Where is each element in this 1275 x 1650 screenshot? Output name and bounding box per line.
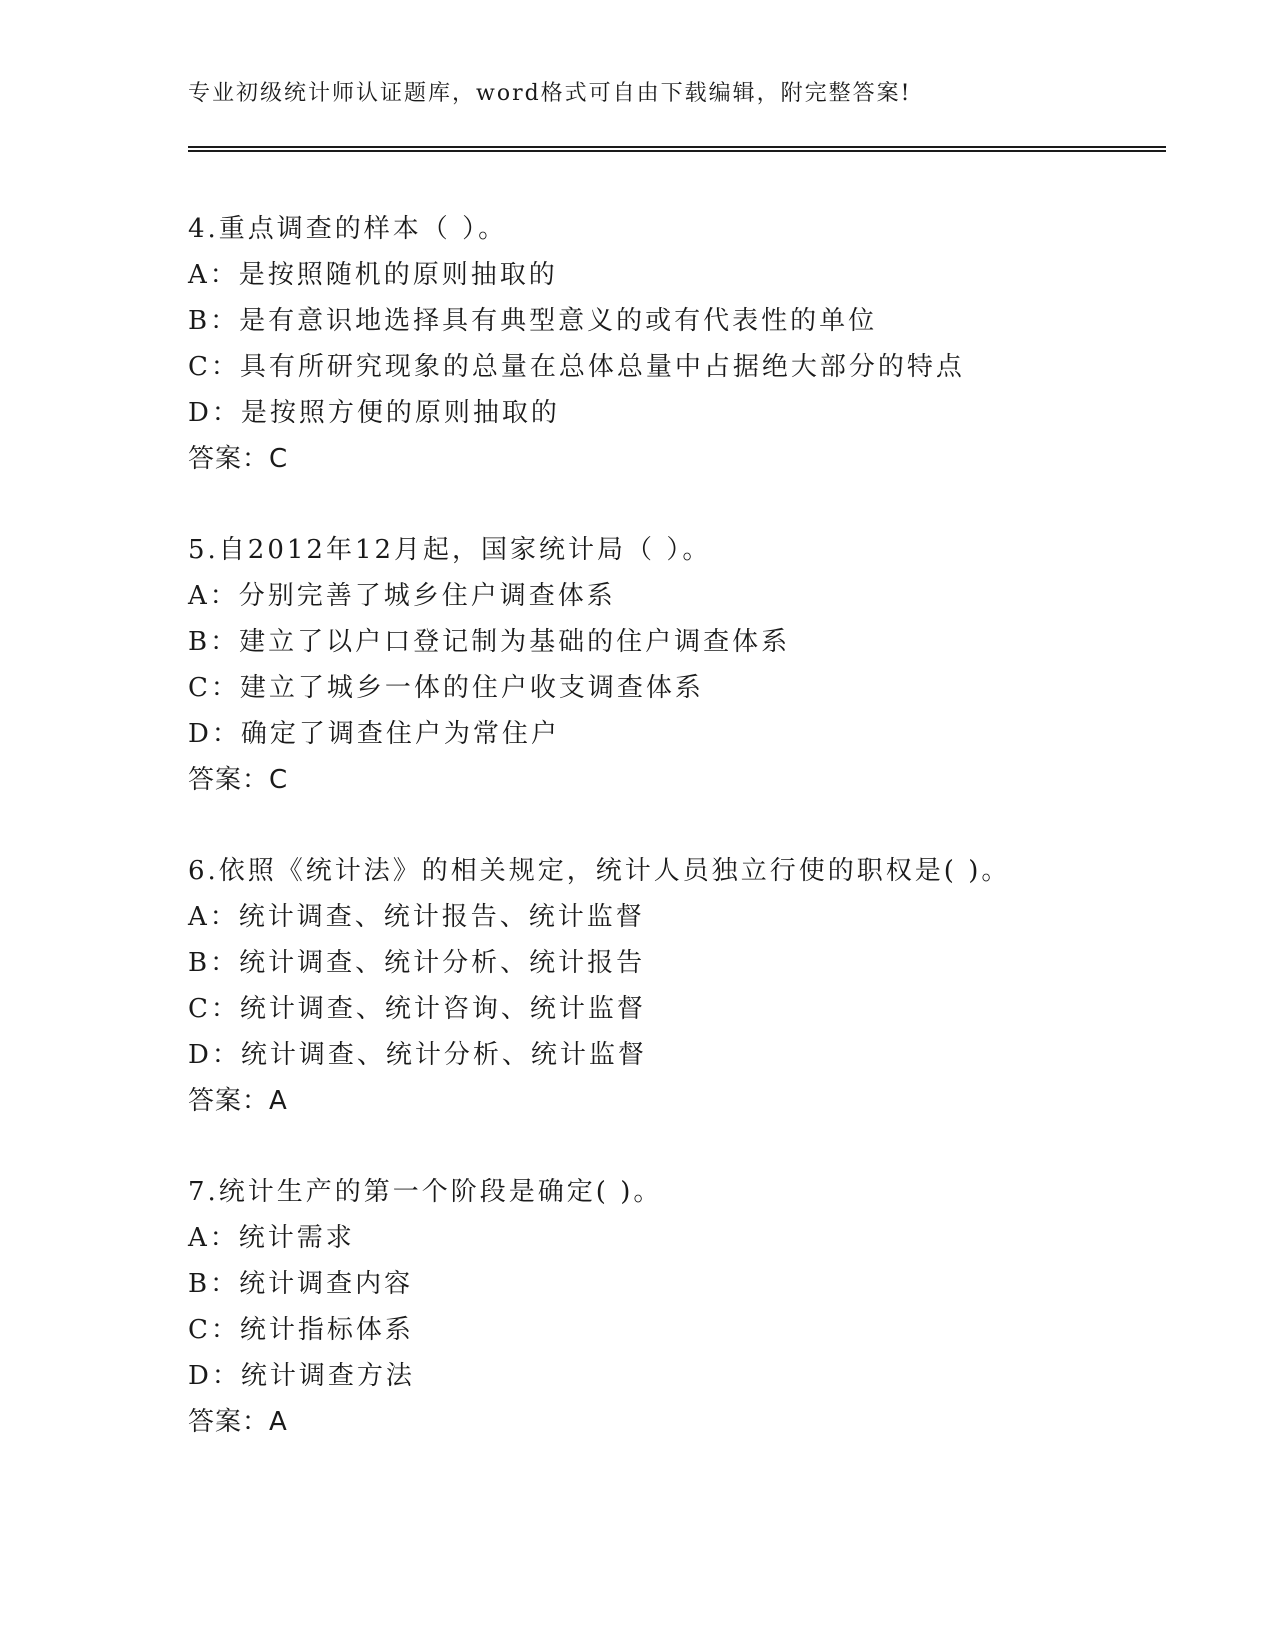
answer-line: 答案：A (188, 1407, 288, 1437)
option-c: C：统计调查、统计咨询、统计监督 (188, 994, 646, 1024)
question-stem: 5.自2012年12月起，国家统计局（ ）。 (188, 535, 712, 565)
question-block (188, 848, 1188, 1124)
option-d: D：统计调查、统计分析、统计监督 (188, 1040, 647, 1070)
question-stem: 7.统计生产的第一个阶段是确定( )。 (188, 1177, 663, 1207)
option-d: D：统计调查方法 (188, 1361, 415, 1391)
option-b: B：统计调查内容 (188, 1269, 414, 1299)
page-header-text: 专业初级统计师认证题库，word格式可自由下载编辑，附完整答案! (188, 81, 912, 106)
option-a: A：统计调查、统计报告、统计监督 (188, 902, 645, 932)
option-a: A：分别完善了城乡住户调查体系 (188, 581, 616, 611)
option-b: B：是有意识地选择具有典型意义的或有代表性的单位 (188, 306, 878, 336)
answer-line: 答案：C (188, 444, 289, 474)
question-stem: 4.重点调查的样本（ ）。 (188, 214, 508, 244)
question-stem: 6.依照《统计法》的相关规定，统计人员独立行使的职权是( )。 (188, 856, 1011, 886)
option-c: C：统计指标体系 (188, 1315, 414, 1345)
option-a: A：是按照随机的原则抽取的 (188, 260, 558, 290)
question-block (188, 1169, 1188, 1445)
option-a: A：统计需求 (188, 1223, 355, 1253)
option-d: D：确定了调查住户为常住户 (188, 719, 560, 749)
answer-line: 答案：A (188, 1086, 288, 1116)
option-c: C：具有所研究现象的总量在总体总量中占据绝大部分的特点 (188, 352, 965, 382)
option-c: C：建立了城乡一体的住户收支调查体系 (188, 673, 704, 703)
header-divider (188, 146, 1166, 152)
option-b: B：建立了以户口登记制为基础的住户调查体系 (188, 627, 791, 657)
question-block (188, 206, 1188, 482)
answer-line: 答案：C (188, 765, 289, 795)
option-d: D：是按照方便的原则抽取的 (188, 398, 560, 428)
question-block (188, 527, 1188, 803)
option-b: B：统计调查、统计分析、统计报告 (188, 948, 646, 978)
